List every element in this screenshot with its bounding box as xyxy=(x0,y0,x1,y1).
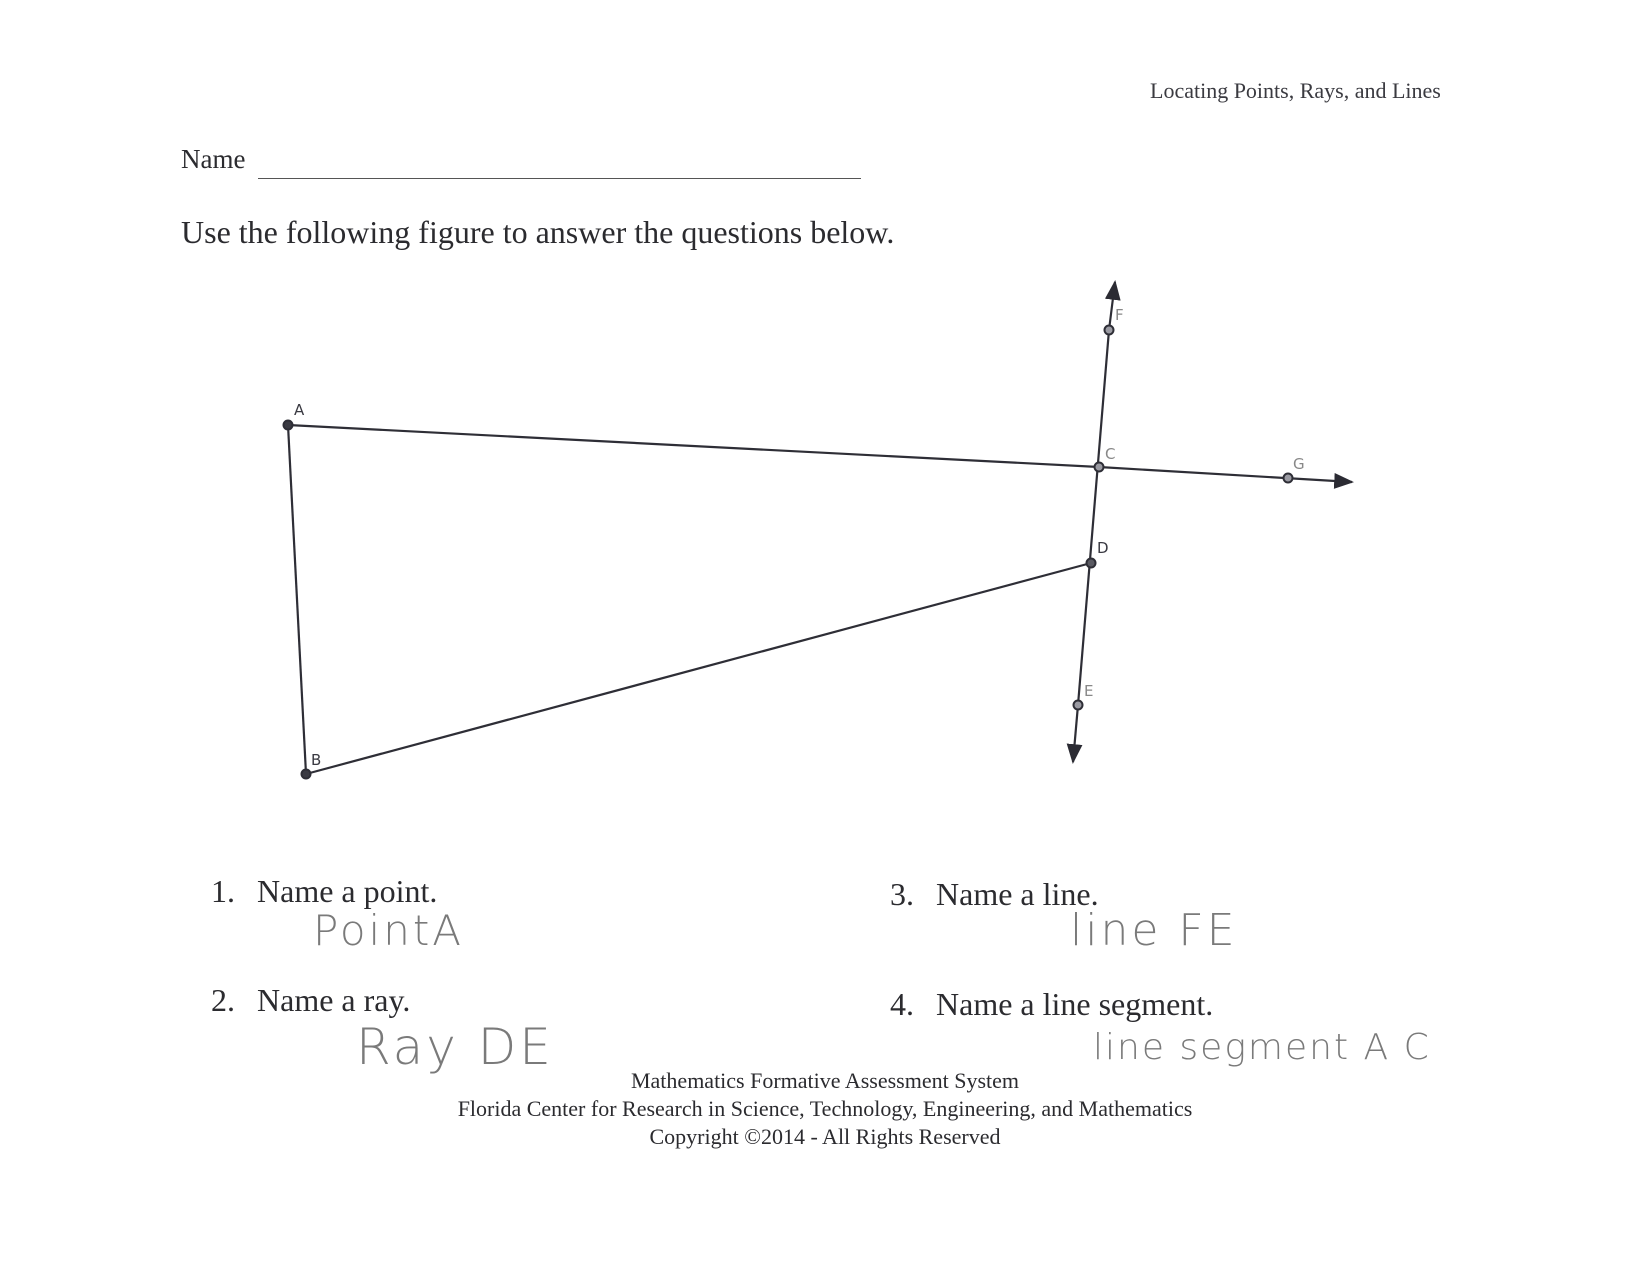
question-2-prompt: Name a ray. xyxy=(257,982,411,1018)
label-f: F xyxy=(1115,306,1124,324)
point-c xyxy=(1095,463,1104,472)
answer-1[interactable]: PointA xyxy=(313,906,465,955)
footer-line-1: Mathematics Formative Assessment System xyxy=(630,1068,1020,1093)
label-a: A xyxy=(294,401,305,419)
segment-bd xyxy=(306,563,1094,774)
question-4: 4. Name a line segment. xyxy=(890,986,1214,1022)
question-2: 2. Name a ray. xyxy=(211,982,411,1018)
footer-line-2: Florida Center for Research in Science, Technology, Engineering, and Mathematics xyxy=(457,1096,1193,1121)
label-b: B xyxy=(311,751,322,769)
line-fe-lower-arrow xyxy=(1073,705,1078,762)
question-3: 3. Name a line. xyxy=(890,876,1099,912)
question-3-prompt: Name a line. xyxy=(936,876,1099,912)
label-c: C xyxy=(1105,445,1116,463)
name-label: Name xyxy=(181,144,246,174)
answer-3[interactable]: line FE xyxy=(1070,905,1238,956)
label-g: G xyxy=(1293,455,1305,473)
worksheet-title: Locating Points, Rays, and Lines xyxy=(1150,78,1441,103)
question-1: 1. Name a point. xyxy=(211,873,438,909)
instructions: Use the following figure to answer the questions below. xyxy=(181,214,895,250)
point-d xyxy=(1087,559,1096,568)
line-fe xyxy=(1078,330,1109,705)
segment-ab xyxy=(288,425,306,774)
answer-4[interactable]: line segment A C xyxy=(1093,1027,1431,1068)
point-g xyxy=(1284,474,1293,483)
footer-copyright: Copyright ©2014 - All Rights Reserved xyxy=(649,1124,1001,1149)
segment-ac xyxy=(288,425,1099,467)
point-b xyxy=(302,770,311,779)
point-f xyxy=(1105,326,1114,335)
answer-2[interactable]: Ray DE xyxy=(356,1018,554,1076)
question-1-prompt: Name a point. xyxy=(257,873,438,909)
point-a xyxy=(284,421,293,430)
ray-cg xyxy=(1099,467,1352,482)
label-e: E xyxy=(1084,682,1094,700)
point-e xyxy=(1074,701,1083,710)
question-4-prompt: Name a line segment. xyxy=(936,986,1214,1022)
label-d: D xyxy=(1097,539,1109,557)
